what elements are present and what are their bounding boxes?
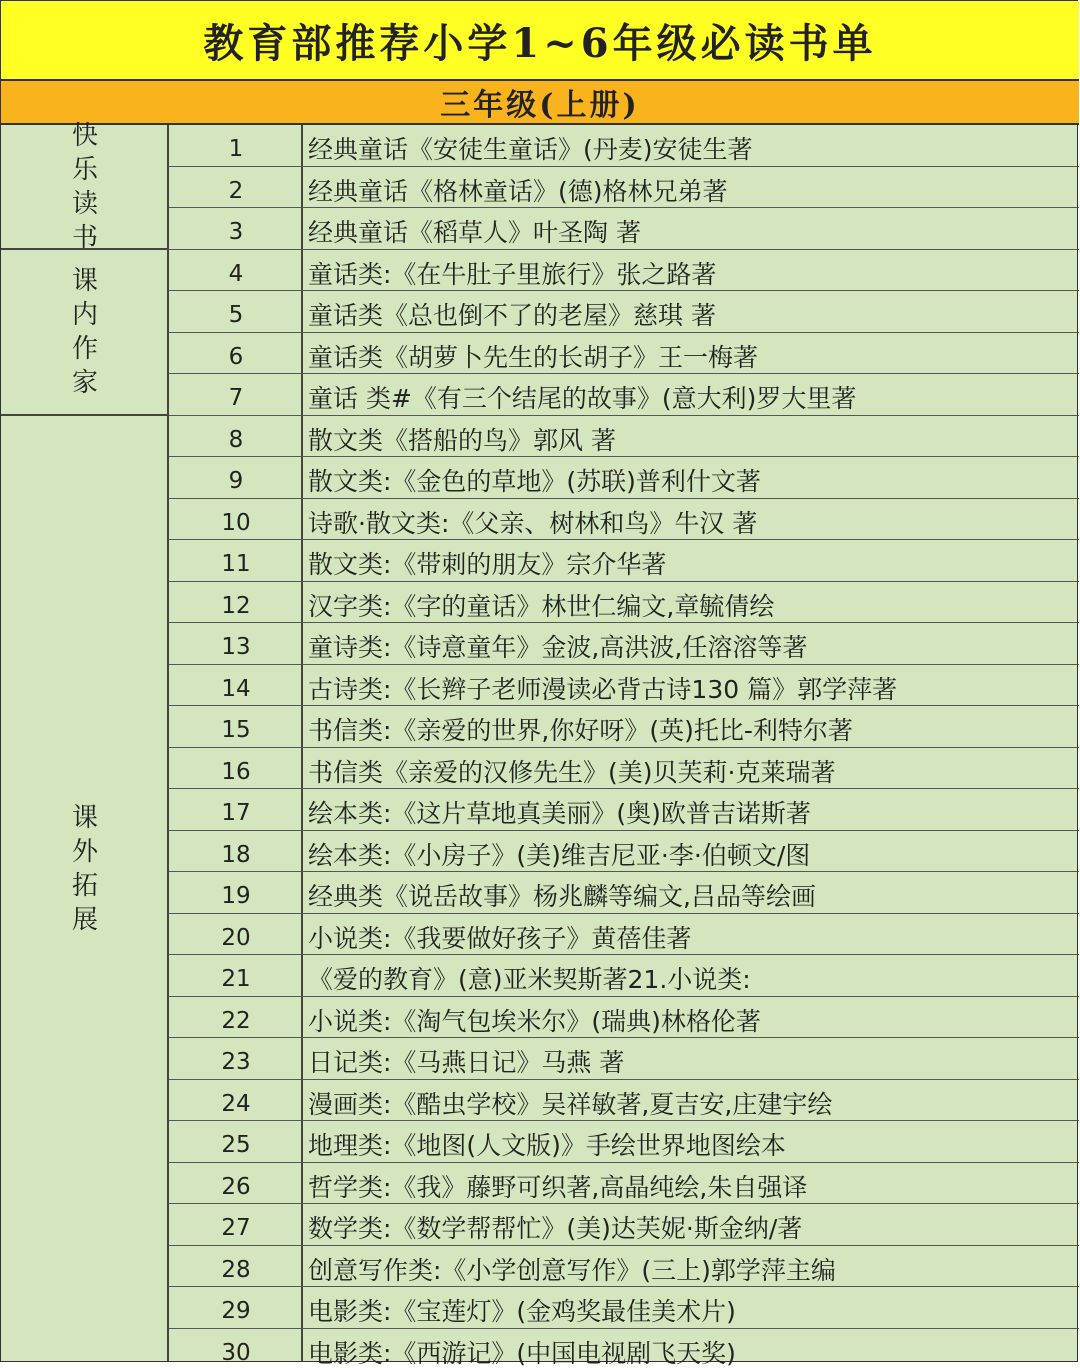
table-row xyxy=(169,789,1079,831)
table-row xyxy=(169,125,1079,167)
table-row xyxy=(169,499,1079,541)
table-row xyxy=(169,831,1079,873)
book-entry: 日记类:《马燕日记》马燕 著 xyxy=(308,1038,1075,1079)
book-entry: 小说类:《淘气包埃米尔》(瑞典)林格伦著 xyxy=(308,997,1075,1038)
row-number: 7 xyxy=(169,374,303,415)
row-number: 4 xyxy=(169,250,303,291)
book-entry: 童话类:《在牛肚子里旅行》张之路著 xyxy=(308,250,1075,291)
book-entry: 电影类:《宝莲灯》(金鸡奖最佳美术片) xyxy=(308,1287,1075,1328)
row-number: 27 xyxy=(169,1204,303,1245)
table-row xyxy=(169,457,1079,499)
row-number: 16 xyxy=(169,748,303,789)
table-row xyxy=(169,1204,1079,1246)
category-extracurricular: 课 外 拓 展 xyxy=(1,416,169,1361)
book-entry: 经典类《说岳故事》杨兆麟等编文,吕品等绘画 xyxy=(308,872,1075,913)
book-entry: 绘本类:《小房子》(美)维吉尼亚·李·伯顿文/图 xyxy=(308,831,1075,872)
book-entry: 汉字类:《字的童话》林世仁编文,章毓倩绘 xyxy=(308,582,1075,623)
row-number: 5 xyxy=(169,291,303,332)
grade-subtitle: 三年级(上册) xyxy=(1,81,1079,125)
row-number: 13 xyxy=(169,623,303,664)
book-entry: 电影类:《西游记》(中国电视剧飞天奖) xyxy=(308,1329,1075,1370)
book-entry: 书信类:《亲爱的世界,你好呀》(英)托比-利特尔著 xyxy=(308,706,1075,747)
row-number: 17 xyxy=(169,789,303,830)
table-row xyxy=(169,167,1079,209)
table-row xyxy=(169,955,1079,997)
book-entry: 古诗类:《长辫子老师漫读必背古诗130 篇》郭学萍著 xyxy=(308,665,1075,706)
book-entry: 《爱的教育》(意)亚米契斯著21.小说类: xyxy=(308,955,1075,996)
category-in-class-authors: 课 内 作 家 xyxy=(1,250,169,416)
table-row xyxy=(169,1038,1079,1080)
book-entry: 散文类:《带刺的朋友》宗介华著 xyxy=(308,540,1075,581)
table-row xyxy=(169,374,1079,416)
row-number: 22 xyxy=(169,997,303,1038)
category-happy-reading: 快 乐 读 书 xyxy=(1,125,169,250)
book-entry: 小说类:《我要做好孩子》黄蓓佳著 xyxy=(308,914,1075,955)
page-title: 教育部推荐小学1~6年级必读书单 xyxy=(1,1,1079,81)
row-number: 3 xyxy=(169,208,303,249)
row-number: 14 xyxy=(169,665,303,706)
row-number: 1 xyxy=(169,125,303,166)
row-number: 28 xyxy=(169,1246,303,1287)
row-number: 23 xyxy=(169,1038,303,1079)
table-row xyxy=(169,1287,1079,1329)
book-entry: 地理类:《地图(人文版)》手绘世界地图绘本 xyxy=(308,1121,1075,1162)
table-row xyxy=(169,748,1079,790)
table-row xyxy=(169,540,1079,582)
book-entry: 漫画类:《酷虫学校》吴祥敏著,夏吉安,庄建宇绘 xyxy=(308,1080,1075,1121)
table-row xyxy=(169,416,1079,458)
row-number: 2 xyxy=(169,167,303,208)
row-number: 20 xyxy=(169,914,303,955)
row-number: 29 xyxy=(169,1287,303,1328)
book-entry: 童话类《胡萝卜先生的长胡子》王一梅著 xyxy=(308,333,1075,374)
row-number: 26 xyxy=(169,1163,303,1204)
row-number: 10 xyxy=(169,499,303,540)
row-number: 19 xyxy=(169,872,303,913)
book-entry: 绘本类:《这片草地真美丽》(奥)欧普吉诺斯著 xyxy=(308,789,1075,830)
book-entry: 童话类《总也倒不了的老屋》慈琪 著 xyxy=(308,291,1075,332)
book-entry: 哲学类:《我》藤野可织著,高晶纯绘,朱自强译 xyxy=(308,1163,1075,1204)
table-row xyxy=(169,1163,1079,1205)
table-row xyxy=(169,1246,1079,1288)
table-row xyxy=(169,582,1079,624)
row-number: 12 xyxy=(169,582,303,623)
table-row xyxy=(169,208,1079,250)
row-number: 9 xyxy=(169,457,303,498)
book-entry: 散文类《搭船的鸟》郭风 著 xyxy=(308,416,1075,457)
table-row xyxy=(169,706,1079,748)
book-entry: 散文类:《金色的草地》(苏联)普利什文著 xyxy=(308,457,1075,498)
table-row xyxy=(169,333,1079,375)
table-row xyxy=(169,1121,1079,1163)
row-number: 30 xyxy=(169,1329,303,1370)
table-row xyxy=(169,665,1079,707)
row-number: 24 xyxy=(169,1080,303,1121)
table-row xyxy=(169,250,1079,292)
row-number: 15 xyxy=(169,706,303,747)
row-number: 11 xyxy=(169,540,303,581)
book-entry: 经典童话《格林童话》(德)格林兄弟著 xyxy=(308,167,1075,208)
table-row xyxy=(169,872,1079,914)
row-number: 6 xyxy=(169,333,303,374)
row-number: 8 xyxy=(169,416,303,457)
book-entry: 数学类:《数学帮帮忙》(美)达芙妮·斯金纳/著 xyxy=(308,1204,1075,1245)
book-entry: 童话 类#《有三个结尾的故事》(意大利)罗大里著 xyxy=(308,374,1075,415)
book-entry: 童诗类:《诗意童年》金波,高洪波,任溶溶等著 xyxy=(308,623,1075,664)
table-row xyxy=(169,1329,1079,1370)
book-entry: 诗歌·散文类:《父亲、树林和鸟》牛汉 著 xyxy=(308,499,1075,540)
table-row xyxy=(169,914,1079,956)
table-row xyxy=(169,997,1079,1039)
table-row xyxy=(169,291,1079,333)
table-row xyxy=(169,623,1079,665)
row-number: 21 xyxy=(169,955,303,996)
book-entry: 经典童话《稻草人》叶圣陶 著 xyxy=(308,208,1075,249)
book-entry: 创意写作类:《小学创意写作》(三上)郭学萍主编 xyxy=(308,1246,1075,1287)
book-entry: 经典童话《安徒生童话》(丹麦)安徒生著 xyxy=(308,125,1075,166)
row-number: 18 xyxy=(169,831,303,872)
book-entry: 书信类《亲爱的汉修先生》(美)贝芙莉·克莱瑞著 xyxy=(308,748,1075,789)
row-number: 25 xyxy=(169,1121,303,1162)
table-row xyxy=(169,1080,1079,1122)
